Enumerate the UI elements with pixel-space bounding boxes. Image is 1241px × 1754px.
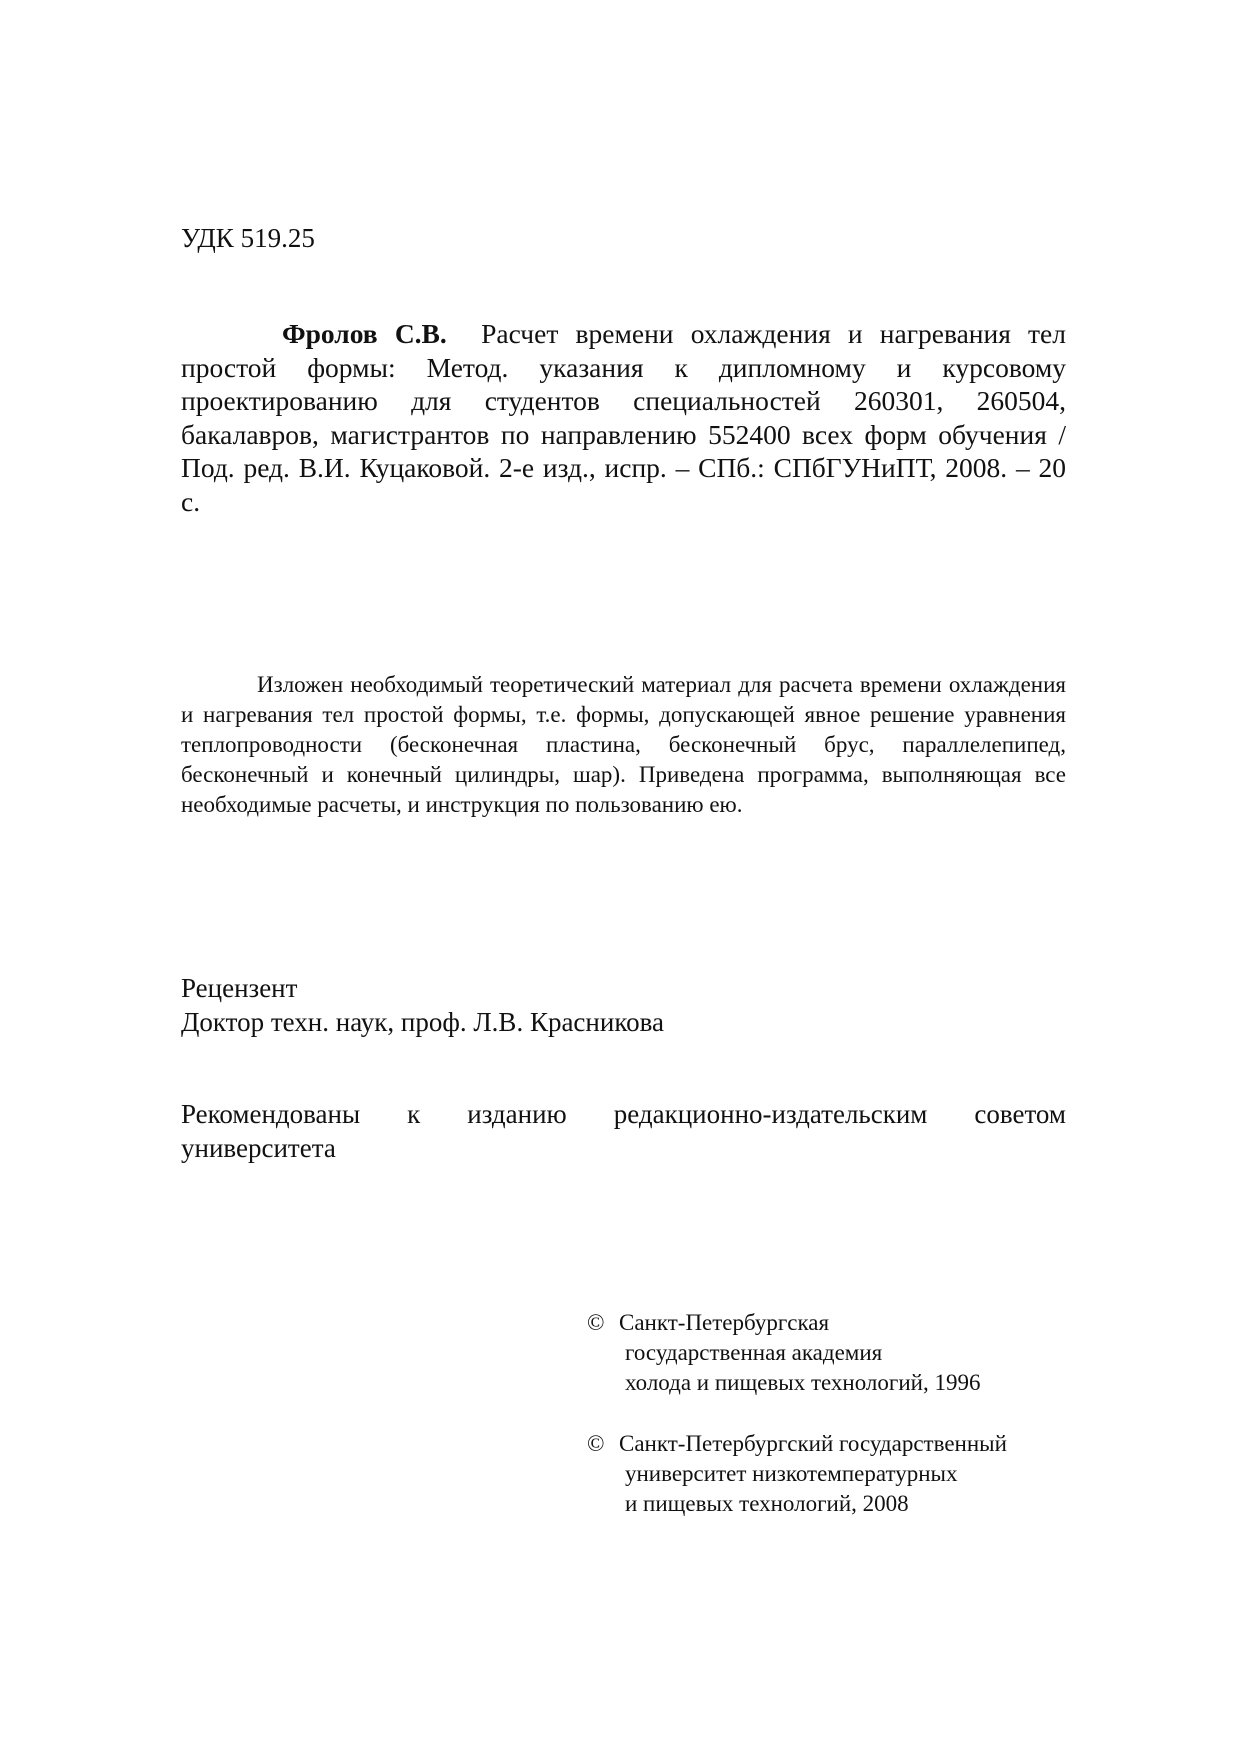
- abstract-paragraph: Изложен необходимый теоретический материал для расчета времени охлаждения и нагревания тел простой формы, т.е. формы, допускающей явное решение уравнения теплопроводности (бесконечная пластина, бесконечный брус, параллелепипед, бесконечный и конечный цилиндры, шар). Приведена программа, выполняющая все необходимые расчеты, и инструкция по пользованию ею.: [181, 672, 1066, 817]
- recommendation-text: Рекомендованы к изданию редакционно-издательским советом университета: [181, 1099, 1066, 1163]
- copyright-line: и пищевых технологий, 2008: [625, 1491, 909, 1516]
- copyright-line: государственная академия: [625, 1340, 883, 1365]
- copyright-icon: ©: [587, 1431, 605, 1456]
- copyright-notice-1996: [587, 1308, 980, 1398]
- reviewer-heading: Рецензент: [181, 973, 298, 1003]
- udk-code: УДК 519.25: [181, 223, 315, 253]
- copyright-line: университет низкотемпературных: [625, 1461, 958, 1486]
- reviewer-block: [181, 971, 1066, 1039]
- copyright-icon: ©: [587, 1310, 605, 1335]
- reviewer-name: Доктор техн. наук, проф. Л.В. Красникова: [181, 1007, 664, 1037]
- copyright-notice-2008: [587, 1429, 1007, 1519]
- bibliographic-text: Расчет времени охлаждения и нагревания тел простой формы: Метод. указания к дипломному и курсовому проектированию для студентов специальностей 260301, 260504, бакалавров, магистрантов по направлению 552400 всех форм обучения / Под. ред. В.И. Куцаковой. 2-е изд., испр. – СПб.: СПбГУНиПТ, 2008. – 20 с.: [181, 318, 1066, 517]
- bibliographic-entry: [181, 317, 1066, 518]
- author-name: Фролов С.В.: [282, 318, 447, 349]
- copyright-line: холода и пищевых технологий, 1996: [625, 1370, 981, 1395]
- copyright-line: Санкт-Петербургская: [619, 1310, 830, 1335]
- copyright-line: Санкт-Петербургский государственный: [619, 1431, 1007, 1456]
